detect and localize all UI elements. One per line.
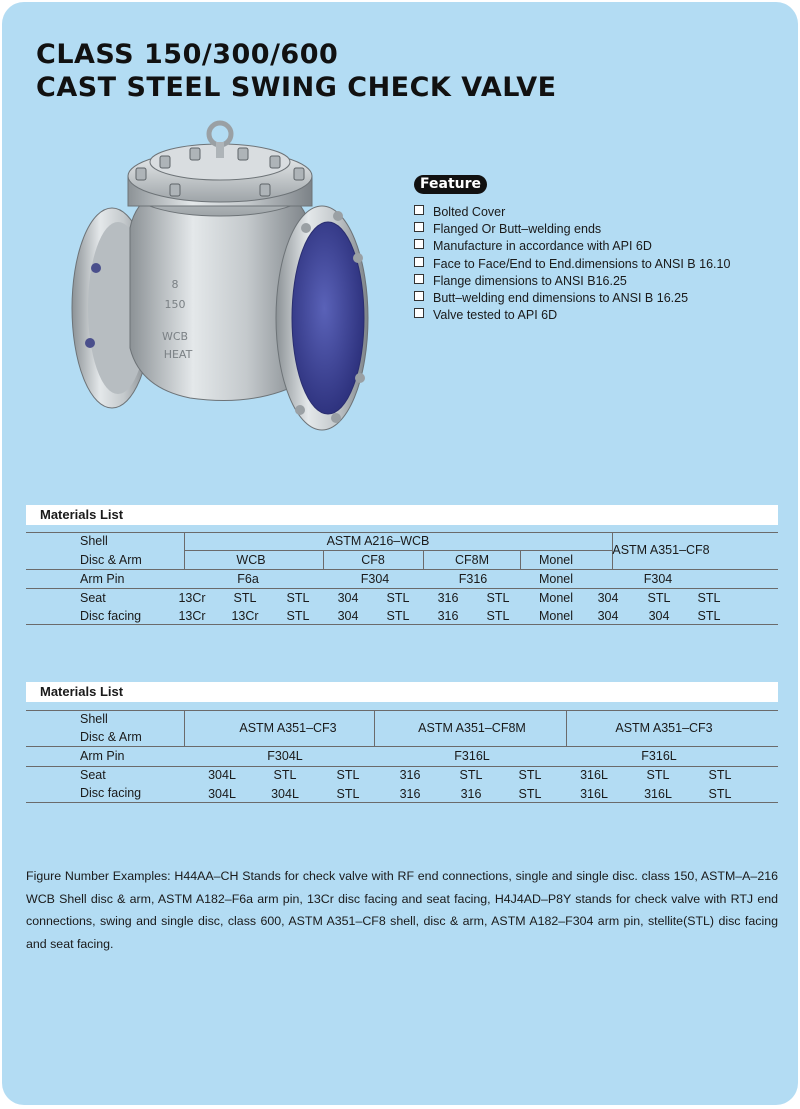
seat-cell: STL — [647, 591, 671, 605]
disc-facing-cell: 316L — [644, 787, 672, 801]
seat-cell: Monel — [538, 591, 574, 605]
materials-list-heading-1: Materials List — [26, 505, 778, 525]
seat-cell: 13Cr — [178, 591, 206, 605]
seat-cell: STL — [459, 768, 483, 782]
checkbox-icon — [414, 205, 424, 215]
feature-item: Bolted Cover — [414, 204, 730, 221]
checkbox-icon — [414, 291, 424, 301]
seat-cell: STL — [286, 591, 310, 605]
disc-facing-cell: STL — [286, 609, 310, 623]
disc-facing-cell: 13Cr — [178, 609, 206, 623]
row-label-shell: Shell — [80, 712, 108, 726]
feature-item: Face to Face/End to End.dimensions to ANSI B 16.10 — [414, 256, 730, 273]
title-line-2: CAST STEEL SWING CHECK VALVE — [36, 72, 557, 103]
checkbox-icon — [414, 257, 424, 267]
row-label-disc-facing: Disc facing — [80, 786, 142, 800]
row-label-shell: Shell — [80, 534, 108, 548]
title-line-1: CLASS 150/300/600 — [36, 39, 339, 70]
seat-cell: STL — [336, 768, 360, 782]
row-label-seat: Seat — [80, 591, 106, 605]
arm-pin-cell: Monel — [538, 572, 574, 586]
checkbox-icon — [414, 239, 424, 249]
disc-facing-cell: Monel — [538, 609, 574, 623]
arm-pin-cell: F316L — [641, 749, 677, 763]
seat-cell: STL — [646, 768, 670, 782]
seat-cell: 316 — [399, 768, 421, 782]
disc-arm-cf8: CF8 — [361, 553, 385, 567]
seat-cell: 304L — [208, 768, 236, 782]
feature-item: Flange dimensions to ANSI B16.25 — [414, 273, 730, 290]
row-label-disc-arm: Disc & Arm — [80, 730, 142, 744]
feature-item: Manufacture in accordance with API 6D — [414, 238, 730, 255]
valve-image — [60, 118, 380, 438]
shell-wcb-header: ASTM A216–WCB — [326, 534, 430, 548]
row-label-disc-arm: Disc & Arm — [80, 553, 142, 567]
disc-arm-wcb: WCB — [236, 553, 266, 567]
disc-facing-cell: 13Cr — [231, 609, 259, 623]
disc-arm-cf8m: CF8M — [454, 553, 490, 567]
disc-facing-cell: 304 — [648, 609, 670, 623]
disc-facing-cell: 304L — [208, 787, 236, 801]
shell-cf8-header: ASTM A351–CF8 — [612, 543, 710, 557]
valve-mark-size: 8 — [171, 278, 179, 291]
disc-facing-cell: 316 — [399, 787, 421, 801]
arm-pin-cell: F304 — [360, 572, 390, 586]
valve-mark-heat: HEAT — [163, 348, 193, 361]
materials-list-heading-2: Materials List — [26, 682, 778, 702]
materials-table-1 — [26, 532, 778, 628]
seat-cell: STL — [486, 591, 510, 605]
checkbox-icon — [414, 274, 424, 284]
group-header-cf3: ASTM A351–CF3 — [615, 721, 713, 735]
seat-cell: STL — [697, 591, 721, 605]
disc-facing-cell: 316 — [460, 787, 482, 801]
valve-mark-class: 150 — [164, 298, 186, 311]
seat-cell: STL — [518, 768, 542, 782]
arm-pin-cell: F316L — [454, 749, 490, 763]
disc-facing-cell: STL — [336, 787, 360, 801]
feature-item: Butt–welding end dimensions to ANSI B 16.25 — [414, 290, 730, 307]
disc-facing-cell: STL — [708, 787, 732, 801]
arm-pin-cell: F304L — [267, 749, 303, 763]
group-header-cf8m: ASTM A351–CF8M — [418, 721, 526, 735]
disc-facing-cell: 304L — [271, 787, 299, 801]
materials-table-2 — [26, 710, 778, 806]
seat-cell: 316 — [437, 591, 459, 605]
page-title — [36, 38, 557, 104]
row-label-arm-pin: Arm Pin — [80, 749, 125, 763]
disc-facing-cell: STL — [697, 609, 721, 623]
row-label-disc-facing: Disc facing — [80, 609, 142, 623]
checkbox-icon — [414, 308, 424, 318]
arm-pin-cell: F304 — [643, 572, 673, 586]
disc-facing-cell: 316 — [437, 609, 459, 623]
arm-pin-cell: F6a — [237, 572, 259, 586]
seat-cell: 316L — [580, 768, 608, 782]
seat-cell: STL — [273, 768, 297, 782]
seat-cell: STL — [386, 591, 410, 605]
feature-list — [414, 204, 730, 324]
arm-pin-cell: F316 — [458, 572, 488, 586]
disc-facing-cell: STL — [518, 787, 542, 801]
seat-cell: STL — [233, 591, 257, 605]
seat-cell: 304 — [337, 591, 359, 605]
disc-facing-cell: 304 — [337, 609, 359, 623]
disc-facing-cell: STL — [486, 609, 510, 623]
feature-badge: Feature — [414, 175, 487, 194]
checkbox-icon — [414, 222, 424, 232]
seat-cell: 304 — [597, 591, 619, 605]
figure-number-examples: Figure Number Examples: H44AA–CH Stands for check valve with RF end connections, single and single disc. class 150, ASTM–A–216 WCB Shell disc & arm, ASTM A182–F6a arm pin, 13Cr disc facing and seat facing, H4J4AD–P8Y stands for check valve with RTJ end connections, swing and single disc, class 600, ASTM A351–CF8 shell, disc & arm, ASTM A182–F304 arm pin, stellite(STL) disc facing and seat facing. — [26, 869, 778, 951]
group-header-cf3: ASTM A351–CF3 — [239, 721, 337, 735]
seat-cell: STL — [708, 768, 732, 782]
feature-item: Valve tested to API 6D — [414, 307, 730, 324]
disc-facing-cell: STL — [386, 609, 410, 623]
feature-item: Flanged Or Butt–welding ends — [414, 221, 730, 238]
disc-arm-monel: Monel — [538, 553, 574, 567]
valve-mark-material: WCB — [161, 330, 189, 343]
disc-facing-cell: 316L — [580, 787, 608, 801]
row-label-arm-pin: Arm Pin — [80, 572, 125, 586]
row-label-seat: Seat — [80, 768, 106, 782]
disc-facing-cell: 304 — [597, 609, 619, 623]
